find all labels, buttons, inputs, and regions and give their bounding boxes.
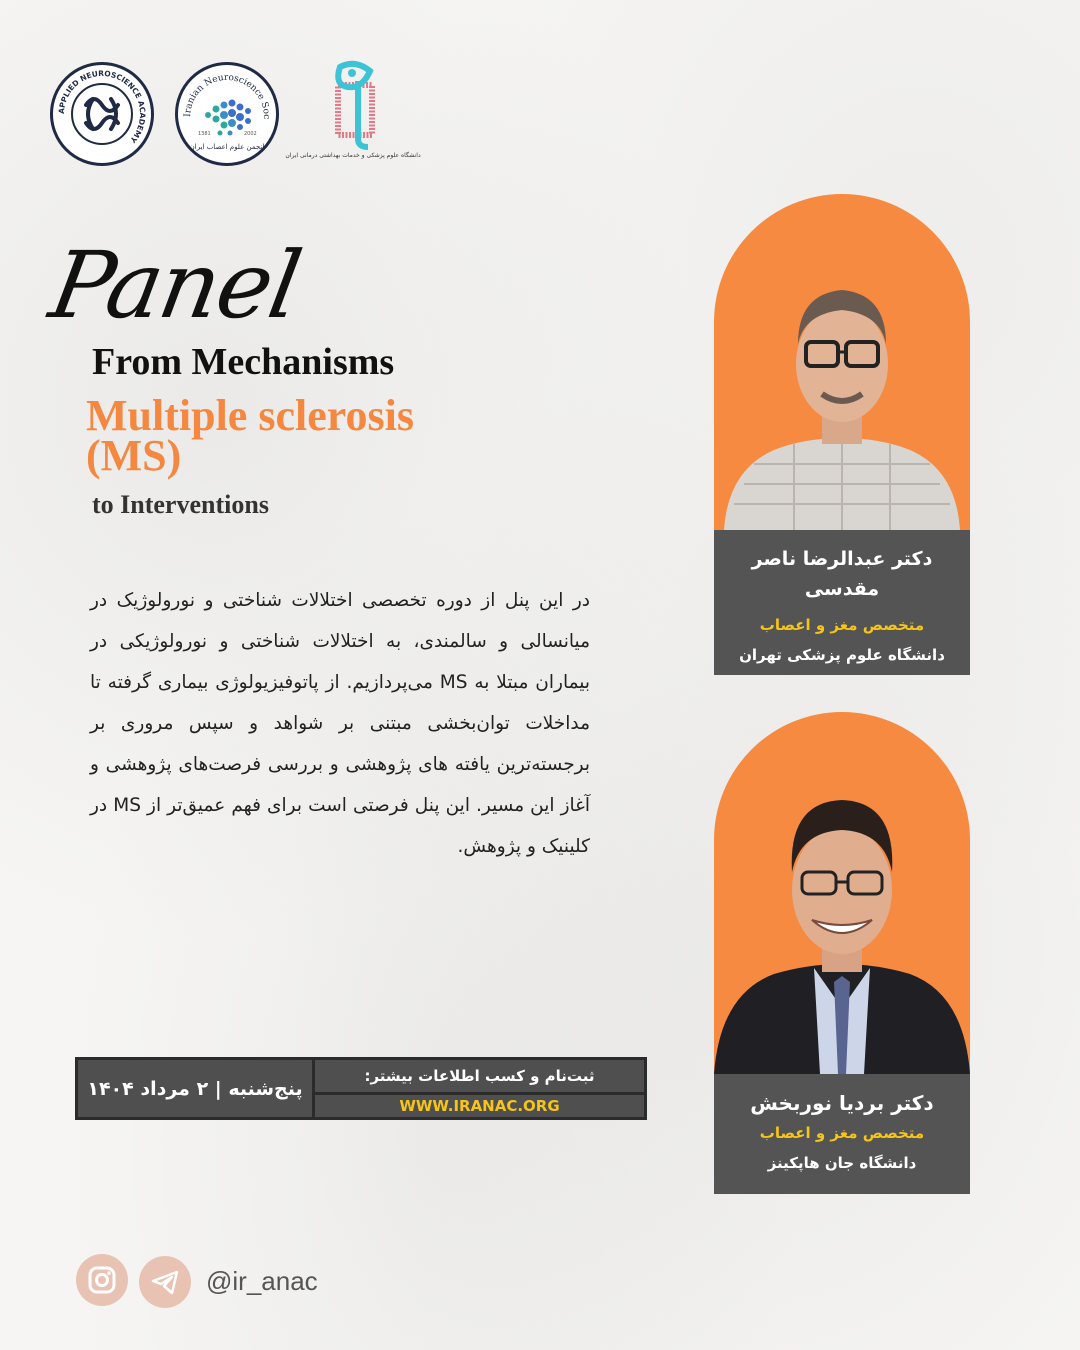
title-line-2: Multiple sclerosis (MS) xyxy=(86,391,414,480)
speaker-1-name: دکتر عبدالرضا ناصر مقدسی xyxy=(751,548,933,600)
title-line-3: to Interventions xyxy=(92,490,269,519)
speaker-2-photo xyxy=(714,712,970,1074)
speaker-2-university: دانشگاه جان هاپکینز xyxy=(767,1154,917,1172)
iranian-neuroscience-society-logo xyxy=(175,62,279,166)
year-left: 1381 xyxy=(198,131,211,137)
logo-ring-text: APPLIED NEUROSCIENCE ACADEMY xyxy=(56,68,148,145)
panel-description: در این پنل از دوره تخصصی اختلالات شناختی و نورولوژیک در میانسالی و سالمندی، به اختلالات شناختی و نورولوژیکی در بیماران مبتلا به MS می‌پردازیم. از پاتوفیزیولوژی بیماری گرفته تا مداخلات توان‌بخشی مبتنی بر شواهد و سپس مروری بر برجسته‌ترین یافته های پژوهشی و بررسی فرصت‌های پژوهشی و آغاز این مسیر. این پنل فرصتی است برای فهم عمیق‌تر از MS در کلینیک و پژوهش. xyxy=(90,590,591,857)
title-line-1: From Mechanisms xyxy=(92,341,395,383)
speaker-1-specialty: متخصص مغز و اعصاب xyxy=(759,616,925,634)
logo-bottom-text: انجمن علوم اعصاب ایران xyxy=(189,143,265,151)
logo-ring-text: Iranian Neuroscience Soc xyxy=(182,72,272,120)
social-handle[interactable]: @ir_anac xyxy=(206,1266,318,1296)
instagram-icon[interactable] xyxy=(76,1254,128,1306)
speaker-1-university: دانشگاه علوم پزشکی تهران xyxy=(739,646,945,664)
speaker-1-card xyxy=(714,530,970,675)
telegram-icon[interactable] xyxy=(139,1256,191,1308)
panel-script-title: Panel xyxy=(42,232,308,339)
speaker-2-name: دکتر بردیا نوربخش xyxy=(750,1091,934,1115)
speaker-2-card xyxy=(714,1074,970,1194)
applied-neuroscience-academy-logo xyxy=(50,62,154,166)
register-label: ثبت‌نام و کسب اطلاعات بیشتر: xyxy=(312,1060,644,1092)
website-link[interactable]: WWW.IRANAC.ORG xyxy=(312,1092,644,1117)
speaker-1-photo xyxy=(714,194,970,530)
university-logo xyxy=(285,55,421,165)
speaker-2-specialty: متخصص مغز و اعصاب xyxy=(759,1124,925,1142)
event-info-box xyxy=(75,1057,647,1120)
year-right: 2002 xyxy=(244,131,257,137)
event-date: پنج‌شنبه | ۲ مرداد ۱۴۰۴ xyxy=(78,1060,312,1117)
logo-caption: دانشگاه علوم پزشکی و خدمات بهداشتی درمانی ایران xyxy=(285,152,421,159)
